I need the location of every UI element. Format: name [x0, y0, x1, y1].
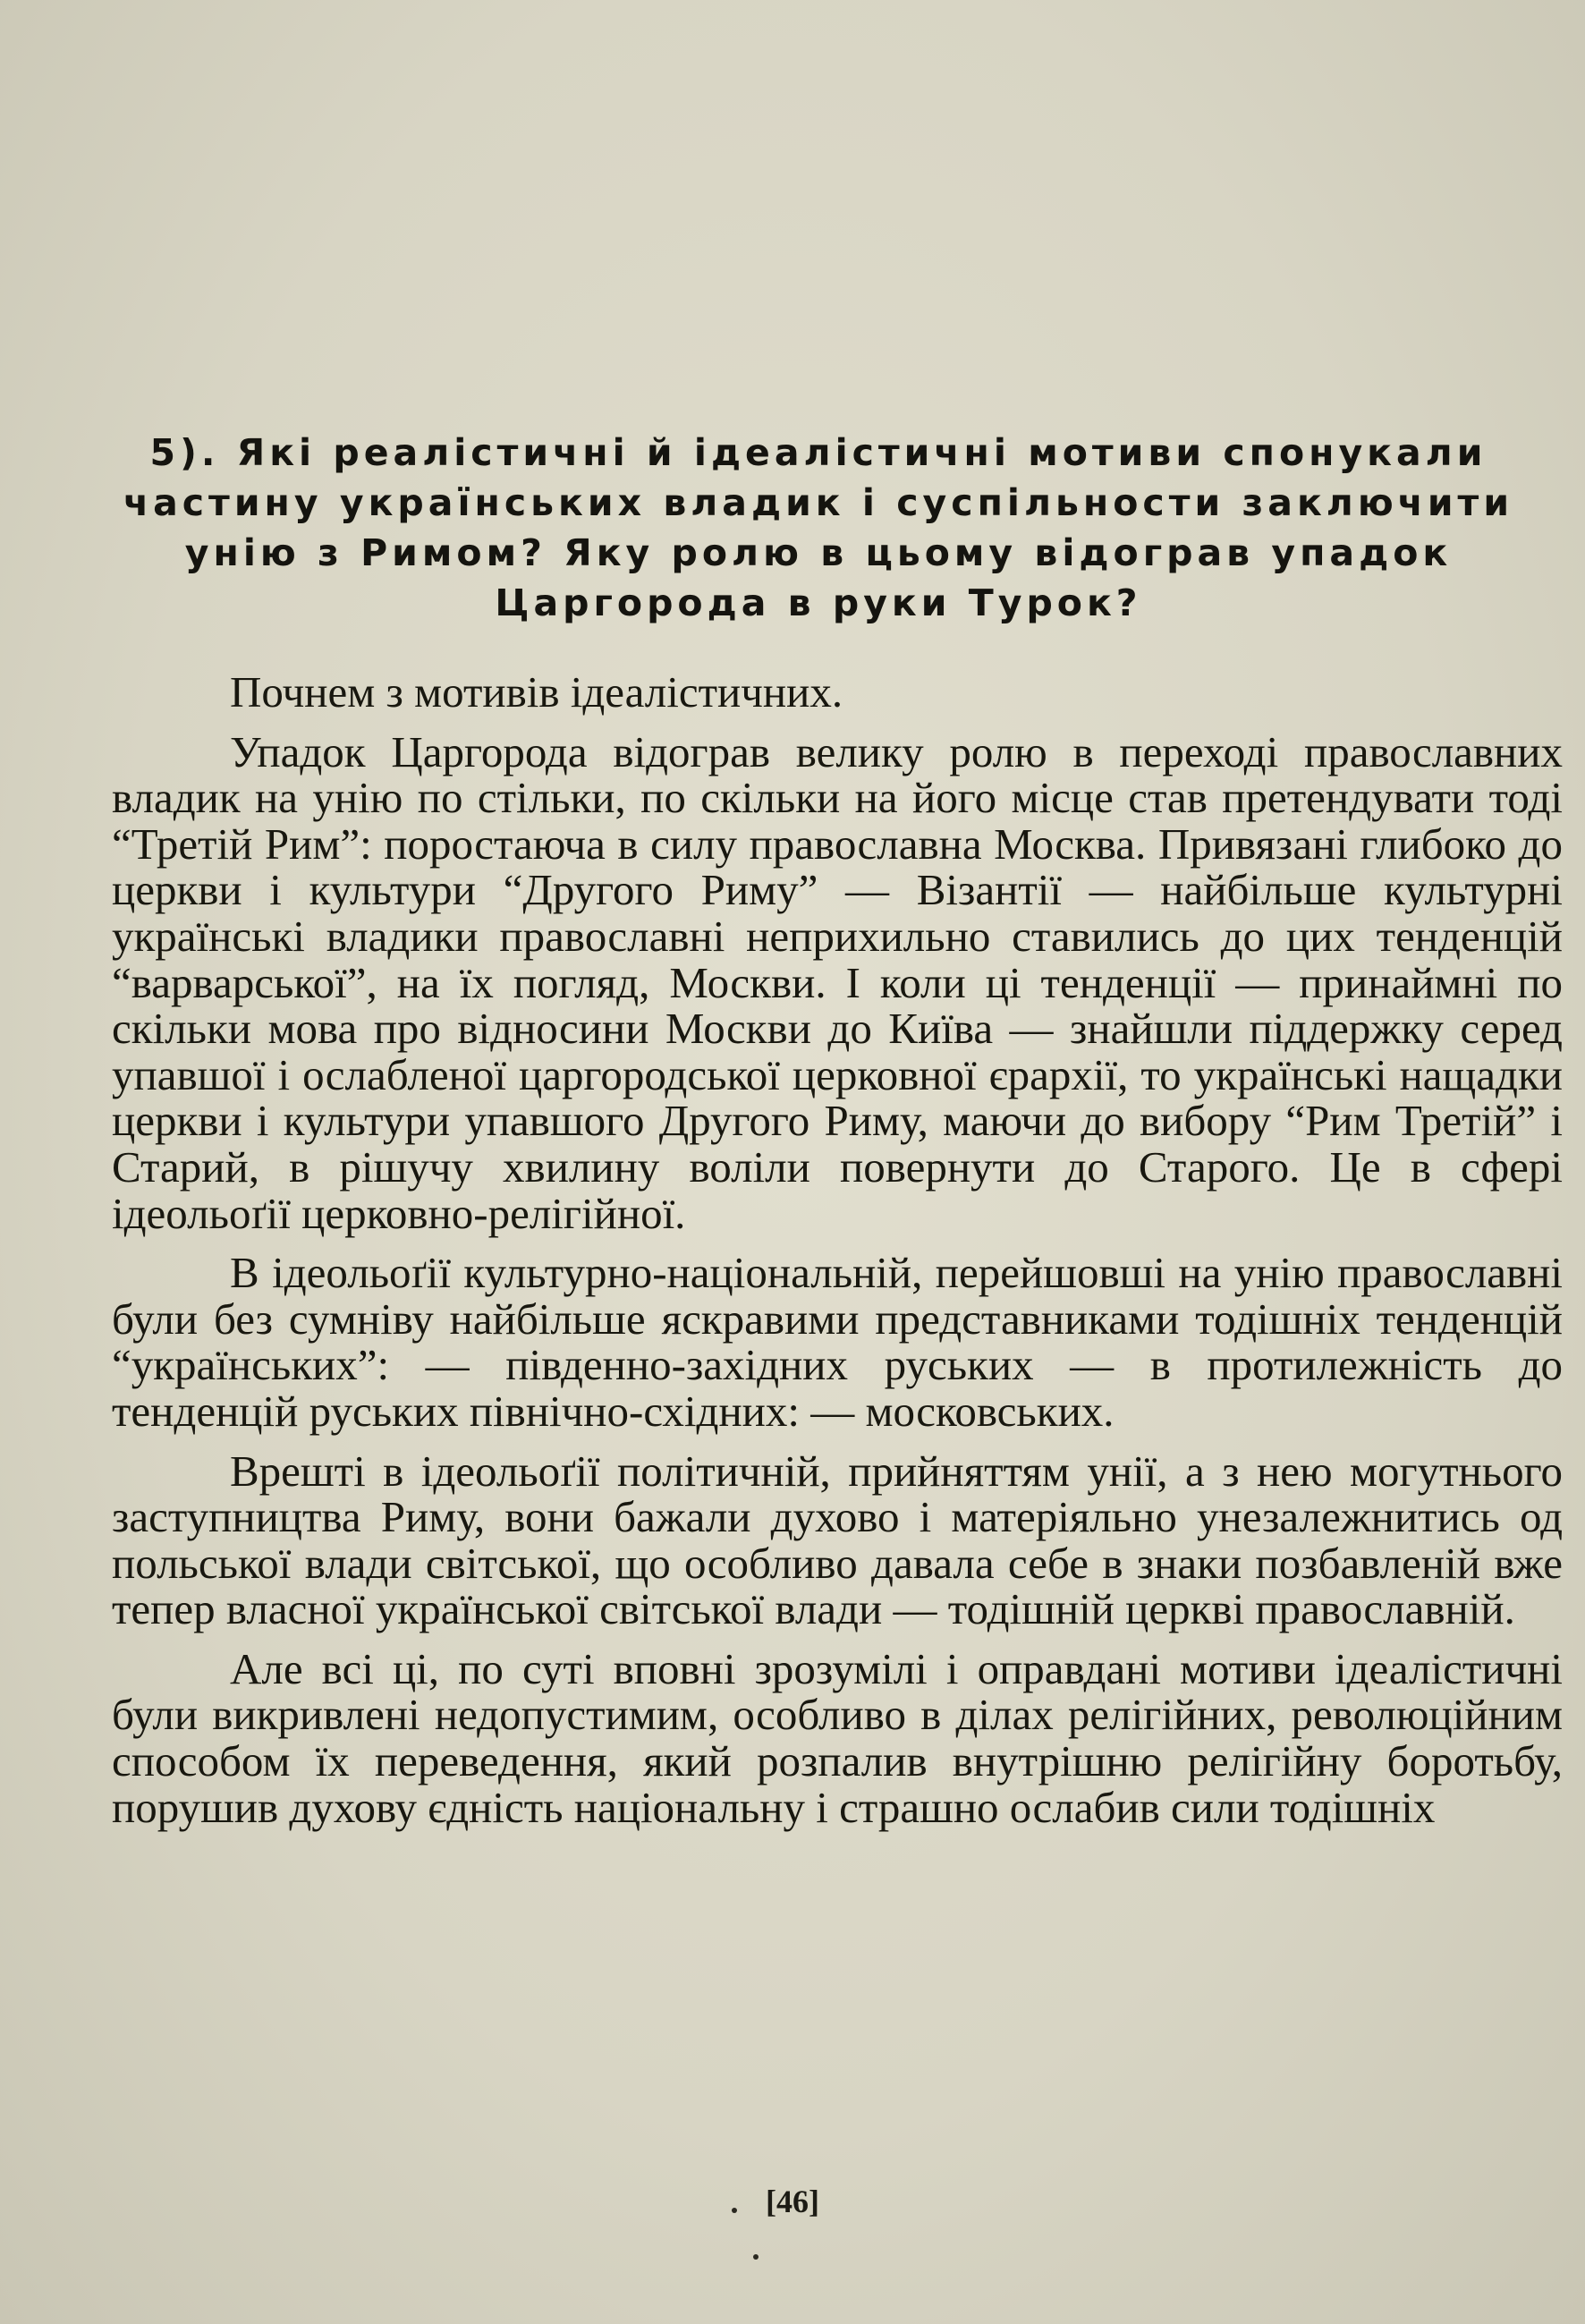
body-text: [112, 669, 1563, 1830]
paragraph-5: Але всі ці, по суті вповні зрозумілі і оправдані мотиви ідеалістичні були викривлені недопустимим, особливо в ділах релігійних, революційним способом їх переведення, який розпалив внутрішню релігійну боротьбу, порушив духову єдність національну і страшно ослабив сили тодішніх: [112, 1643, 1563, 1832]
paragraph-2: Упадок Царгорода відограв велику ролю в переході православних владик на унію по стільки, по скільки на його місце став претендувати тоді “Третій Рим”: поростаюча в силу православна Москва. Привязані глибоко до церкви і культури “Другого Риму” — Візантії — найбільше культурні українські владики православні неприхильно ставились до цих тенденцій “варварської”, на їх погляд, Москви. І коли ці тенденції — принаймні по скільки мова про відносини Москви до Київа — знайшли піддержку серед упавшої і ослабленої царгородської церковної єрархії, то українські нащадки церкви і культури упавшого Другого Риму, маючи до вибору “Рим Третій” і Старий, в рішучу хвилину воліли повернути до Старого. Це в сфері ідеольоґії церковно-релігійної.: [112, 726, 1563, 1238]
ink-speck: [732, 2208, 737, 2213]
paragraph-4: Врешті в ідеольоґії політичній, прийняттям унії, а з нею могутнього заступництва Риму, вони бажали духово і матеріяльно унезалежнитись од польської влади світської, що особливо давала себе в знаки позбавленій вже тепер власної української світської влади — тодішній церкві православній.: [112, 1446, 1563, 1634]
page-number: [46]: [766, 2184, 819, 2219]
ink-speck: [753, 2254, 759, 2260]
paragraph-1: Почнем з мотивів ідеалістичних.: [230, 667, 843, 717]
section-heading: 5). Які реалістичні й ідеалістичні мотиви спонукали частину українських владик і суспільности заключити унію з Римом? Яку ролю в цьому відограв упадок Царгорода в руки Турок?: [123, 431, 1514, 624]
bleed-through-shadow: [394, 98, 1020, 144]
paragraph-3: В ідеольоґії культурно-національній, перейшовші на унію православні були без сумніву найбільше яскравими представниками тодішніх тенденцій “українських”: — південно-західних руських — в протилежність до тенденцій руських північно-східних: — московських.: [112, 1248, 1563, 1436]
